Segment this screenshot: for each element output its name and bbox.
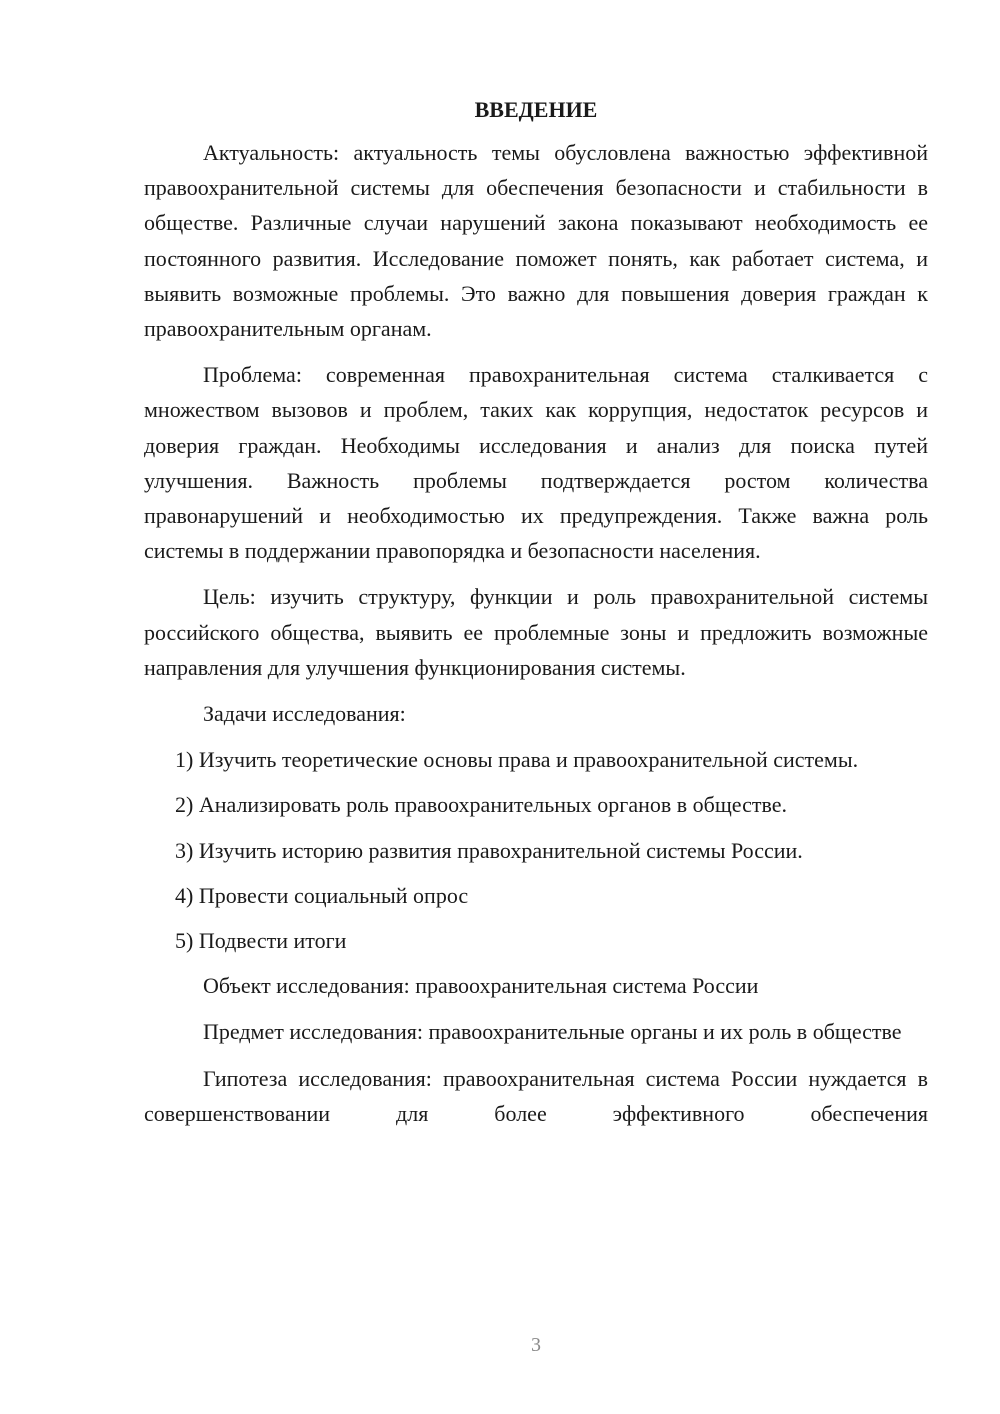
task-item: 2) Анализировать роль правоохранительных органов в обществе. xyxy=(175,792,787,818)
object-paragraph: Объект исследования: правоохранительная система России xyxy=(203,973,759,999)
document-page xyxy=(144,93,928,1142)
task-item: 4) Провести социальный опрос xyxy=(175,882,469,908)
task-item: 1) Изучить теоретические основы права и правоохранительной системы. xyxy=(175,747,859,773)
hypothesis-paragraph: Гипотеза исследования: правоохранительная система России нуждается в совершенствовании для более эффективного обеспечения xyxy=(144,1065,928,1126)
subject-paragraph: Предмет исследования: правоохранительные органы и их роль в обществе xyxy=(203,1019,902,1045)
task-item: 5) Подвести итоги xyxy=(175,928,347,954)
tasks-heading: Задачи исследования: xyxy=(203,701,406,727)
problem-paragraph: Проблема: современная правохранительная система сталкивается с множеством вызовов и проблем, таких как коррупция, недостаток ресурсов и доверия граждан. Необходимы исследования и анализ для поиска путей улучшения. Важность проблемы подтверждается ростом количества правонарушений и необходимостью их предупреждения. Также важна роль системы в поддержании правопорядка и безопасности населения. xyxy=(144,362,928,564)
section-heading: ВВЕДЕНИЕ xyxy=(474,97,598,122)
task-item: 3) Изучить историю развития правохранительной системы России. xyxy=(175,837,803,863)
tasks-list xyxy=(144,742,928,958)
goal-paragraph: Цель: изучить структуру, функции и роль правохранительной системы российского общества, выявить ее проблемные зоны и предложить возможные направления для улучшения функционирования системы. xyxy=(144,584,928,680)
page-number: 3 xyxy=(531,1334,541,1356)
relevance-paragraph: Актуальность: актуальность темы обусловлена важностью эффективной правоохранительной системы для обеспечения безопасности и стабильности в обществе. Различные случаи нарушений закона показывают необходимость ее постоянного развития. Исследование поможет понять, как работает система, и выявить возможные проблемы. Это важно для повышения доверия граждан к правоохранительным органам. xyxy=(144,140,928,342)
